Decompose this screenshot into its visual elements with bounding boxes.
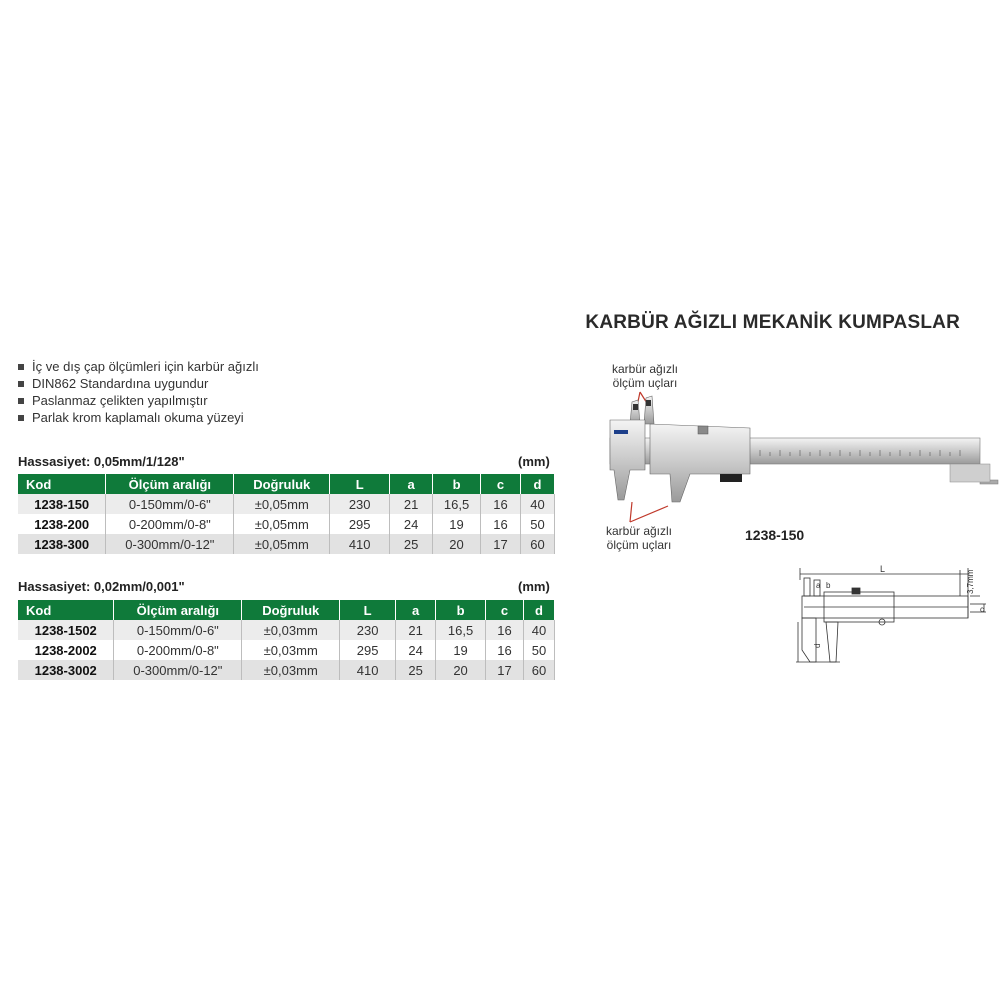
spec-table-2 [18, 600, 555, 680]
col-a: a [396, 600, 436, 620]
col-accuracy: Doğruluk [242, 600, 340, 620]
table1-unit: (mm) [518, 454, 550, 469]
bullet-square-icon [18, 381, 24, 387]
callout-top: karbür ağızlı ölçüm uçları [611, 362, 679, 390]
spec-table-1 [18, 474, 555, 554]
col-L: L [340, 600, 396, 620]
col-b: b [436, 600, 486, 620]
dim-b: b [826, 581, 831, 590]
col-c: c [486, 600, 524, 620]
table-header [18, 474, 555, 494]
col-d: d [523, 600, 554, 620]
feature-item: Parlak krom kaplamalı okuma yüzeyi [18, 409, 259, 426]
dim-L: L [880, 564, 886, 574]
dim-3-7mm: 3,7mm [966, 569, 975, 594]
page-title: KARBÜR AĞIZLI MEKANİK KUMPASLAR [585, 312, 960, 333]
table-row: 1238-200 0-200mm/0-8" ±0,05mm 295 24 19 16 50 [18, 514, 555, 534]
product-model: 1238-150 [745, 527, 805, 543]
col-kod: Kod [18, 600, 114, 620]
col-a: a [390, 474, 433, 494]
dim-d: d [813, 643, 822, 648]
table-row: 1238-150 0-150mm/0-6" ±0,05mm 230 21 16,5 16 40 [18, 494, 555, 514]
feature-item: DIN862 Standardına uygundur [18, 375, 259, 392]
callout-bottom: karbür ağızlı ölçüm uçları [605, 524, 673, 552]
table2-caption: Hassasiyet: 0,02mm/0,001" [18, 579, 185, 594]
table2-unit: (mm) [518, 579, 550, 594]
bullet-square-icon [18, 415, 24, 421]
dim-a: a [816, 581, 821, 590]
table-row: 1238-300 0-300mm/0-12" ±0,05mm 410 25 20 17 60 [18, 534, 555, 554]
col-accuracy: Doğruluk [234, 474, 330, 494]
col-d: d [520, 474, 554, 494]
feature-list [18, 358, 259, 426]
table-header [18, 600, 555, 620]
feature-item: İç ve dış çap ölçümleri için karbür ağızlı [18, 358, 259, 375]
col-kod: Kod [18, 474, 106, 494]
table-row: 1238-3002 0-300mm/0-12" ±0,03mm 410 25 20 17 60 [18, 660, 555, 680]
col-L: L [330, 474, 390, 494]
col-c: c [481, 474, 521, 494]
col-b: b [433, 474, 481, 494]
table-row: 1238-2002 0-200mm/0-8" ±0,03mm 295 24 19 16 50 [18, 640, 555, 660]
table-row: 1238-1502 0-150mm/0-6" ±0,03mm 230 21 16,5 16 40 [18, 620, 555, 640]
dim-c: c [980, 605, 984, 614]
bullet-square-icon [18, 398, 24, 404]
bullet-square-icon [18, 364, 24, 370]
caliper-photo [590, 390, 1000, 530]
col-range: Ölçüm aralığı [106, 474, 234, 494]
caliper-drawing [790, 558, 990, 668]
table1-caption: Hassasiyet: 0,05mm/1/128" [18, 454, 185, 469]
col-range: Ölçüm aralığı [114, 600, 242, 620]
feature-item: Paslanmaz çelikten yapılmıştır [18, 392, 259, 409]
